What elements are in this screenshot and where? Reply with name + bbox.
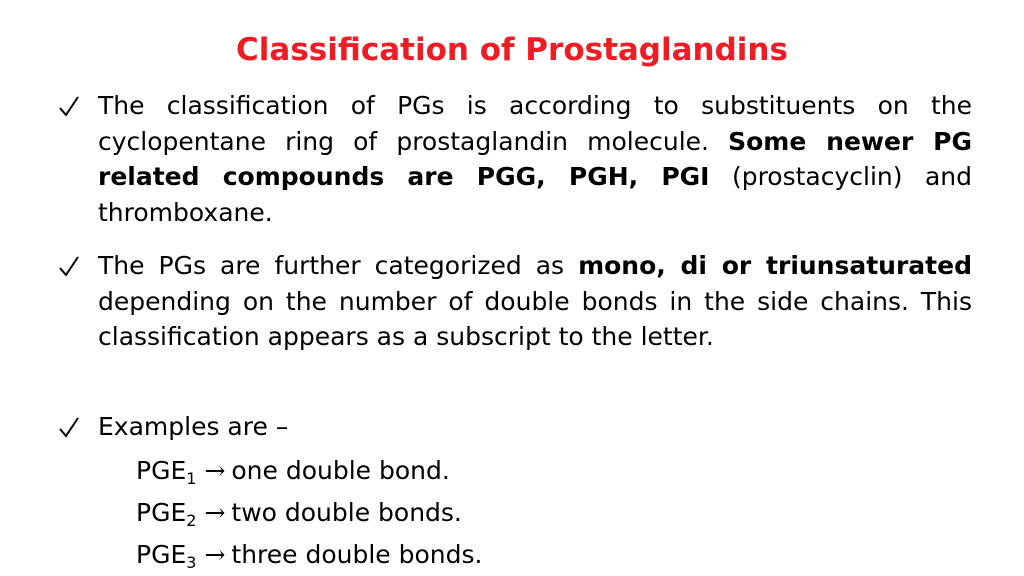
example-description: one double bond.	[231, 456, 450, 485]
bullet-text-segment: The classification of PGs is according to substituents on the cyclopentane ring of prostaglandin molecule.	[98, 91, 972, 156]
right-arrow-icon: →	[204, 498, 226, 527]
checkmark-icon	[58, 409, 80, 445]
right-arrow-icon: →	[204, 540, 226, 569]
example-subscript: 2	[186, 511, 197, 530]
example-description: two double bonds.	[231, 498, 462, 527]
checkmark-icon	[58, 248, 80, 284]
bullet-text-segment: Examples are –	[98, 412, 289, 441]
examples-list	[136, 450, 482, 576]
example-item	[136, 492, 482, 534]
example-item	[136, 534, 482, 576]
example-prefix: PGE	[136, 540, 187, 569]
bullet-text-segment: depending on the number of double bonds in the side chains. This classification appears as a subscript to the letter.	[98, 286, 972, 351]
bullet-text-segment: (prostacyclin) and thromboxane.	[98, 162, 973, 227]
bullet-text	[98, 88, 972, 230]
example-subscript: 1	[186, 469, 197, 488]
example-item	[136, 450, 482, 492]
example-subscript: 3	[186, 553, 197, 572]
checkmark-icon	[58, 88, 80, 124]
bullet-text	[98, 409, 972, 445]
bullet-text-bold-segment: Some newer PG related compounds are PGG, PGH, PGI	[98, 126, 972, 191]
example-prefix: PGE	[136, 498, 187, 527]
bullet-text-segment: The PGs are further categorized as	[98, 251, 579, 280]
bullet-text-bold-segment: mono, di or triunsaturated	[578, 251, 972, 280]
example-description: three double bonds.	[231, 540, 483, 569]
slide-title: Classification of Prostaglandins	[236, 32, 788, 68]
right-arrow-icon: →	[204, 456, 226, 485]
example-prefix: PGE	[136, 456, 187, 485]
bullet-text	[98, 248, 972, 355]
